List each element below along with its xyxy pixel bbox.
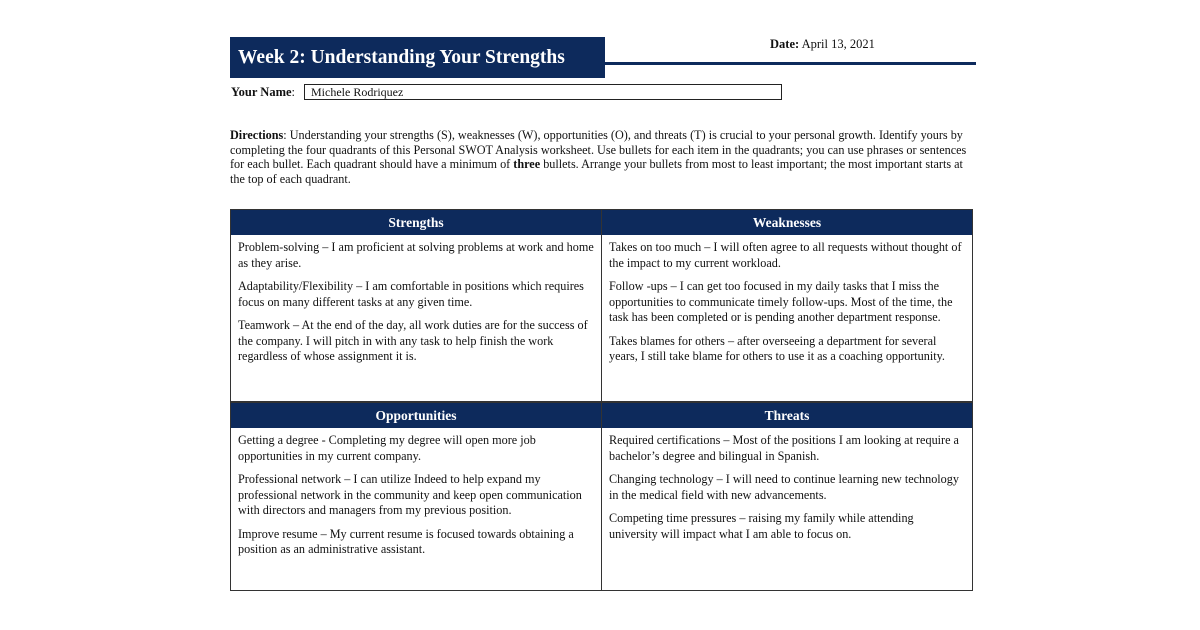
opportunities-heading: Opportunities xyxy=(231,402,601,428)
name-field[interactable] xyxy=(304,84,782,100)
strengths-quadrant xyxy=(231,210,602,402)
swot-grid xyxy=(230,209,973,591)
opportunities-item: Improve resume – My current resume is focused towards obtaining a position as an administrative assistant. xyxy=(238,526,574,556)
weaknesses-item: Takes blames for others – after overseeing a department for several years, I still take blame for others to use it as a coaching opportunity. xyxy=(609,333,945,363)
date-value: April 13, 2021 xyxy=(801,37,875,51)
weaknesses-item: Takes on too much – I will often agree to all requests without thought of the impact to my current workload. xyxy=(609,240,962,270)
strengths-item: Adaptability/Flexibility – I am comfortable in positions which requires focus on many different tasks at any given time. xyxy=(238,279,584,309)
strengths-item: Problem-solving – I am proficient at solving problems at work and home as they arise. xyxy=(238,240,594,270)
threats-quadrant xyxy=(602,402,972,590)
name-label-line xyxy=(231,85,295,100)
weaknesses-item: Follow -ups – I can get too focused in my daily tasks that I miss the opportunities to communicate timely follow-ups. Most of the time, the task has been completed or is pending another department response. xyxy=(609,279,953,324)
directions-label: Directions xyxy=(230,128,284,142)
strengths-heading: Strengths xyxy=(231,210,601,235)
worksheet-title-text: Week 2: Understanding Your Strengths xyxy=(238,46,565,68)
threats-heading: Threats xyxy=(602,402,972,428)
weaknesses-heading: Weaknesses xyxy=(602,210,972,235)
name-field-value: Michele Rodriquez xyxy=(311,85,404,99)
weaknesses-quadrant xyxy=(602,210,972,402)
date-label: Date: xyxy=(770,37,800,51)
threats-item: Competing time pressures – raising my family while attending university will impact what I am able to focus on. xyxy=(609,511,914,541)
worksheet-title xyxy=(230,37,605,78)
date-line xyxy=(770,37,875,52)
directions-text-1: : Understanding your strengths (S), weaknesses (W), opportunities (O), and threats (T) is crucial to your personal growth. Identify yours by completing the four quadrants of this Personal SWOT Analysis worksheet. Use bullets for each item in the quadrants; you can use phrases or sentences for each bullet. Each quadrant should have a minimum of xyxy=(230,128,967,171)
directions-text-2: bullets. Arrange your bullets from most to least important; the most important starts at the top of each quadrant. xyxy=(230,157,963,186)
title-rule-divider xyxy=(605,62,976,65)
opportunities-quadrant xyxy=(231,402,602,590)
name-label-colon: : xyxy=(291,85,296,99)
name-label: Your Name xyxy=(231,85,292,99)
directions-paragraph xyxy=(230,128,976,186)
threats-item: Required certifications – Most of the positions I am looking at require a bachelor’s degree and bilingual in Spanish. xyxy=(609,433,959,463)
directions-bold-word: three xyxy=(513,157,541,171)
strengths-item: Teamwork – At the end of the day, all work duties are for the success of the company. I will pitch in with any task to help finish the work regardless of whose assignment it is. xyxy=(238,318,588,363)
opportunities-item: Getting a degree - Completing my degree will open more job opportunities in my current company. xyxy=(238,433,536,463)
opportunities-item: Professional network – I can utilize Indeed to help expand my professional network in the community and keep open communication with directors and managers from my previous position. xyxy=(238,472,582,517)
threats-item: Changing technology – I will need to continue learning new technology in the medical field with new advancements. xyxy=(609,472,959,502)
